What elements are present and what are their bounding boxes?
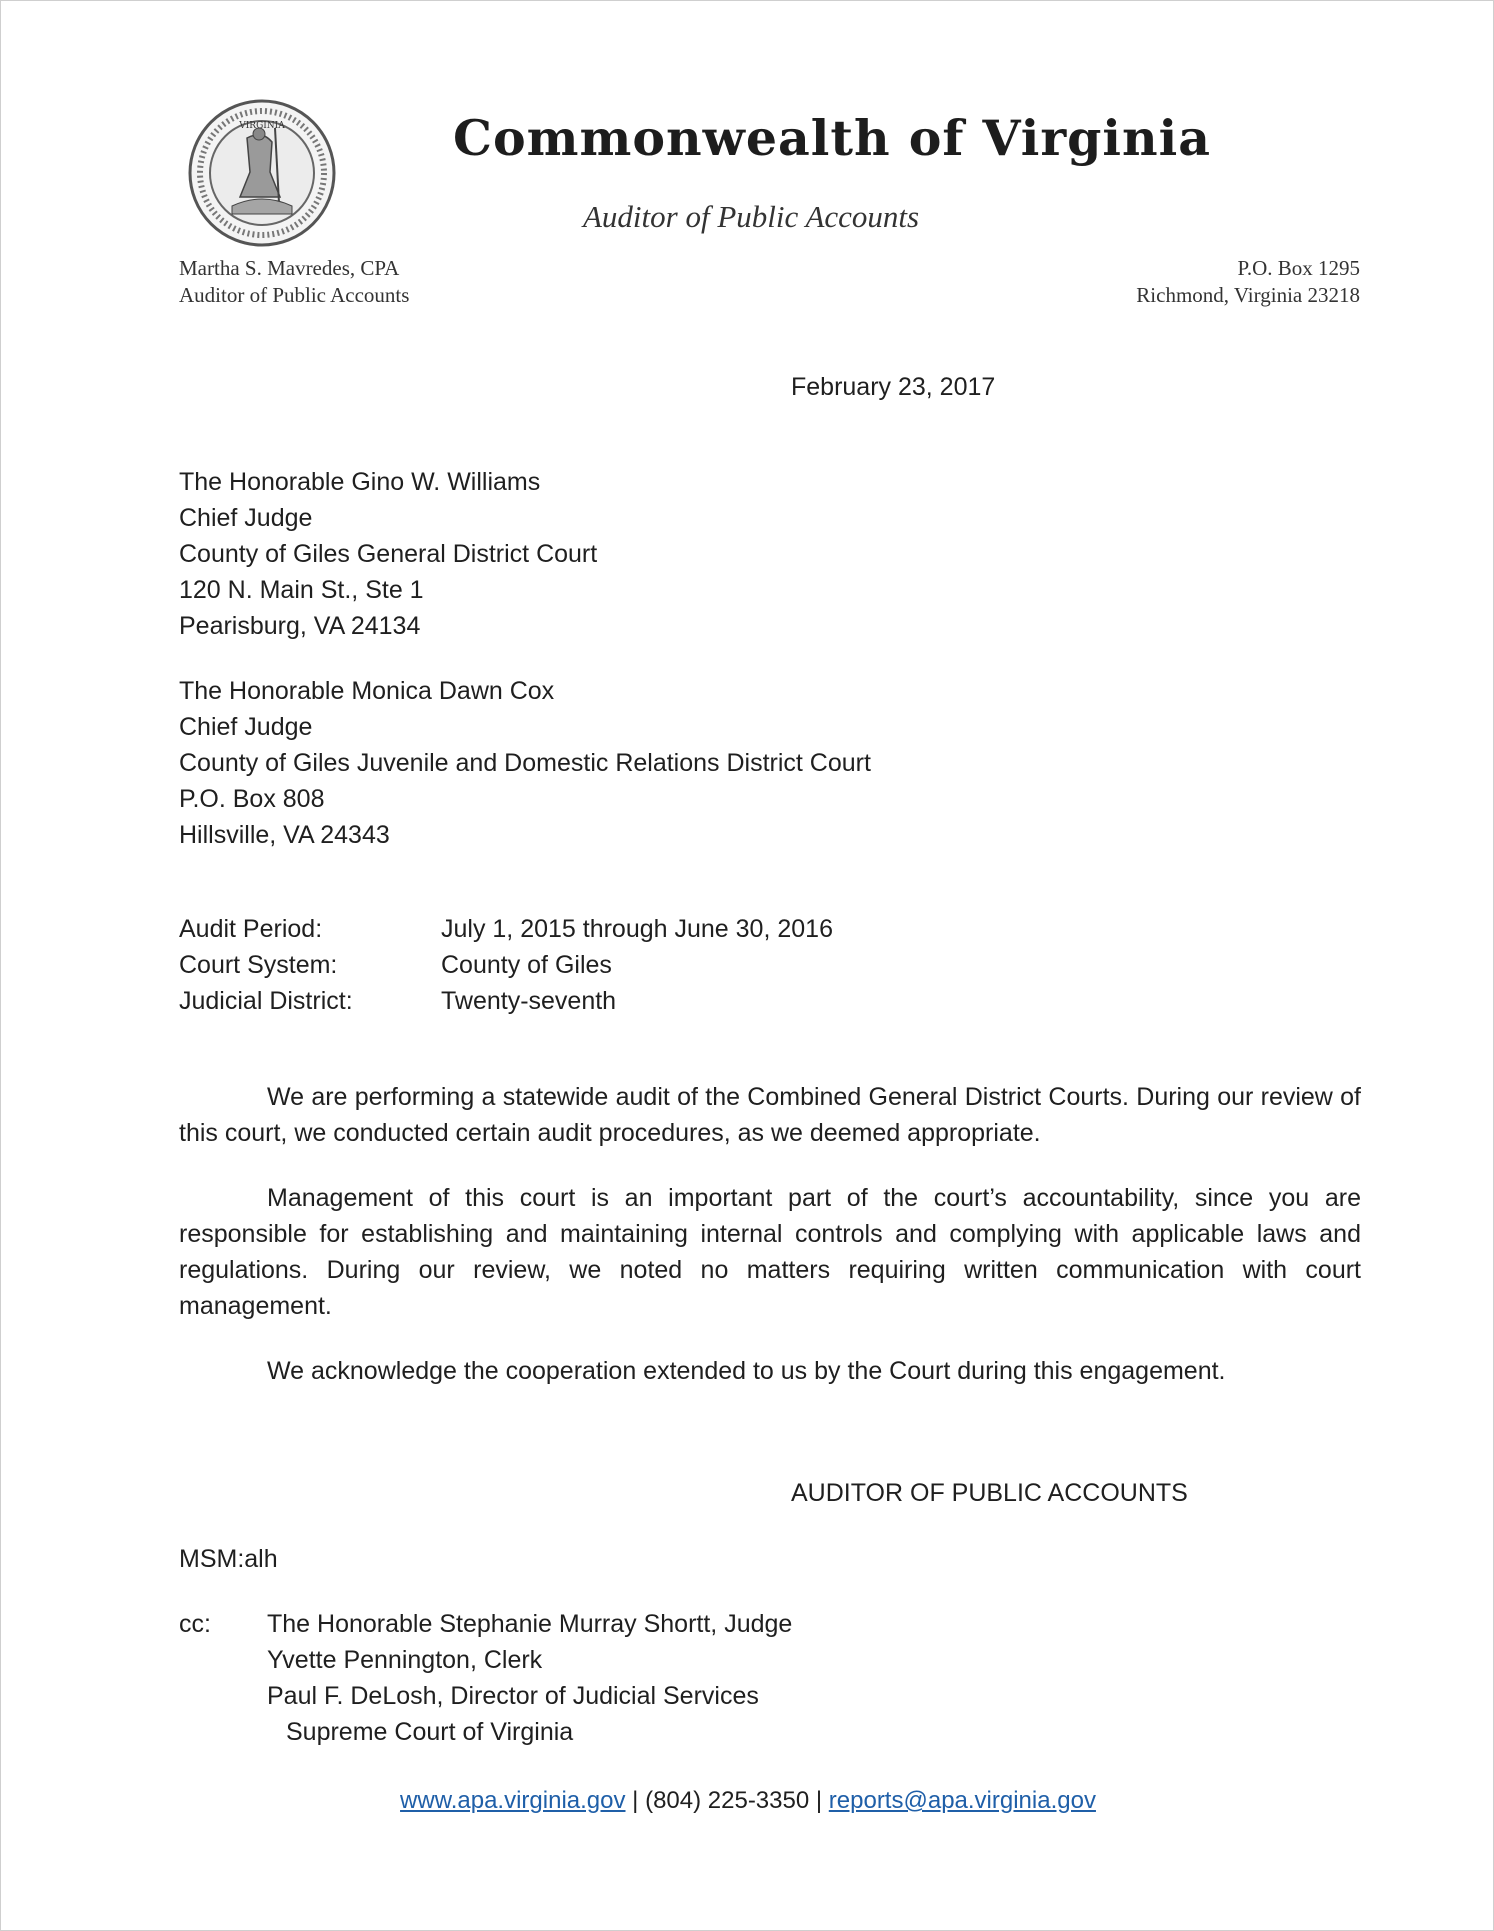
signature-block: AUDITOR OF PUBLIC ACCOUNTS — [791, 1479, 1188, 1507]
addressee-line: County of Giles Juvenile and Domestic Relations District Court — [179, 749, 871, 777]
letterhead-subtitle: Auditor of Public Accounts — [583, 199, 920, 234]
addressee-line: Hillsville, VA 24343 — [179, 821, 390, 849]
office-city: Richmond, Virginia 23218 — [1136, 283, 1360, 307]
auditor-name: Martha S. Mavredes, CPA — [179, 256, 400, 280]
cc-recipient: The Honorable Stephanie Murray Shortt, Judge — [267, 1610, 793, 1638]
email-link[interactable]: reports@apa.virginia.gov — [828, 1787, 1096, 1814]
footer-separator: | — [632, 1787, 639, 1814]
auditor-info — [179, 255, 409, 309]
office-address — [1136, 255, 1360, 309]
addressee-line: Chief Judge — [179, 504, 313, 532]
footer — [1, 1783, 1494, 1819]
audit-info-value: Twenty-seventh — [441, 987, 617, 1015]
cc-recipient: Paul F. DeLosh, Director of Judicial Services — [267, 1682, 759, 1710]
addressee-line: Pearisburg, VA 24134 — [179, 612, 421, 640]
website-link[interactable]: www.apa.virginia.gov — [400, 1787, 626, 1814]
paragraph-text: We are performing a statewide audit of the Combined General District Courts. During our review of this court, we conducted certain audit procedures, as we deemed appropriate. — [179, 1083, 1361, 1147]
footer-separator: | — [815, 1787, 823, 1814]
audit-info-value: County of Giles — [441, 951, 612, 979]
addressee-line: Chief Judge — [179, 713, 313, 741]
addressee-line: County of Giles General District Court — [179, 540, 598, 568]
cc-recipient: Supreme Court of Virginia — [286, 1718, 574, 1746]
auditor-title: Auditor of Public Accounts — [179, 283, 410, 307]
audit-info-row — [179, 911, 833, 947]
audit-info-label: Audit Period: — [179, 915, 323, 943]
office-po-box: P.O. Box 1295 — [1237, 256, 1360, 280]
virginia-seal-icon — [187, 98, 337, 248]
reference-initials: MSM:alh — [179, 1545, 278, 1573]
body-paragraph-3 — [179, 1353, 1361, 1389]
cc-label: cc: — [179, 1610, 211, 1638]
addressee-line: 120 N. Main St., Ste 1 — [179, 576, 424, 604]
addressee-block-2 — [179, 673, 871, 853]
addressee-block-1 — [179, 464, 597, 644]
addressee-line: P.O. Box 808 — [179, 785, 325, 813]
audit-info-row — [179, 947, 833, 983]
audit-info-label: Court System: — [179, 951, 338, 979]
paragraph-text: Management of this court is an important part of the court’s accountability, since you are responsible for establishing and maintaining internal controls and complying with applicable laws and regulations. During our review, we noted no matters requiring written communication with court management. — [179, 1184, 1361, 1320]
paragraph-text: We acknowledge the cooperation extended to us by the Court during this engagement. — [267, 1357, 1226, 1385]
body-paragraph-2 — [179, 1180, 1361, 1324]
body-paragraph-1 — [179, 1079, 1361, 1151]
letterhead-title: Commonwealth of Virginia — [453, 109, 1211, 167]
footer-phone: (804) 225-3350 — [645, 1787, 810, 1814]
svg-text:VIRGINIA: VIRGINIA — [239, 121, 285, 131]
cc-list — [267, 1606, 792, 1750]
audit-info-label: Judicial District: — [179, 987, 353, 1015]
cc-recipient: Yvette Pennington, Clerk — [267, 1646, 543, 1674]
letter-date: February 23, 2017 — [791, 373, 996, 401]
audit-info — [179, 911, 833, 1019]
audit-info-value: July 1, 2015 through June 30, 2016 — [441, 915, 833, 943]
audit-info-row — [179, 983, 833, 1019]
addressee-line: The Honorable Gino W. Williams — [179, 468, 541, 496]
addressee-line: The Honorable Monica Dawn Cox — [179, 677, 555, 705]
